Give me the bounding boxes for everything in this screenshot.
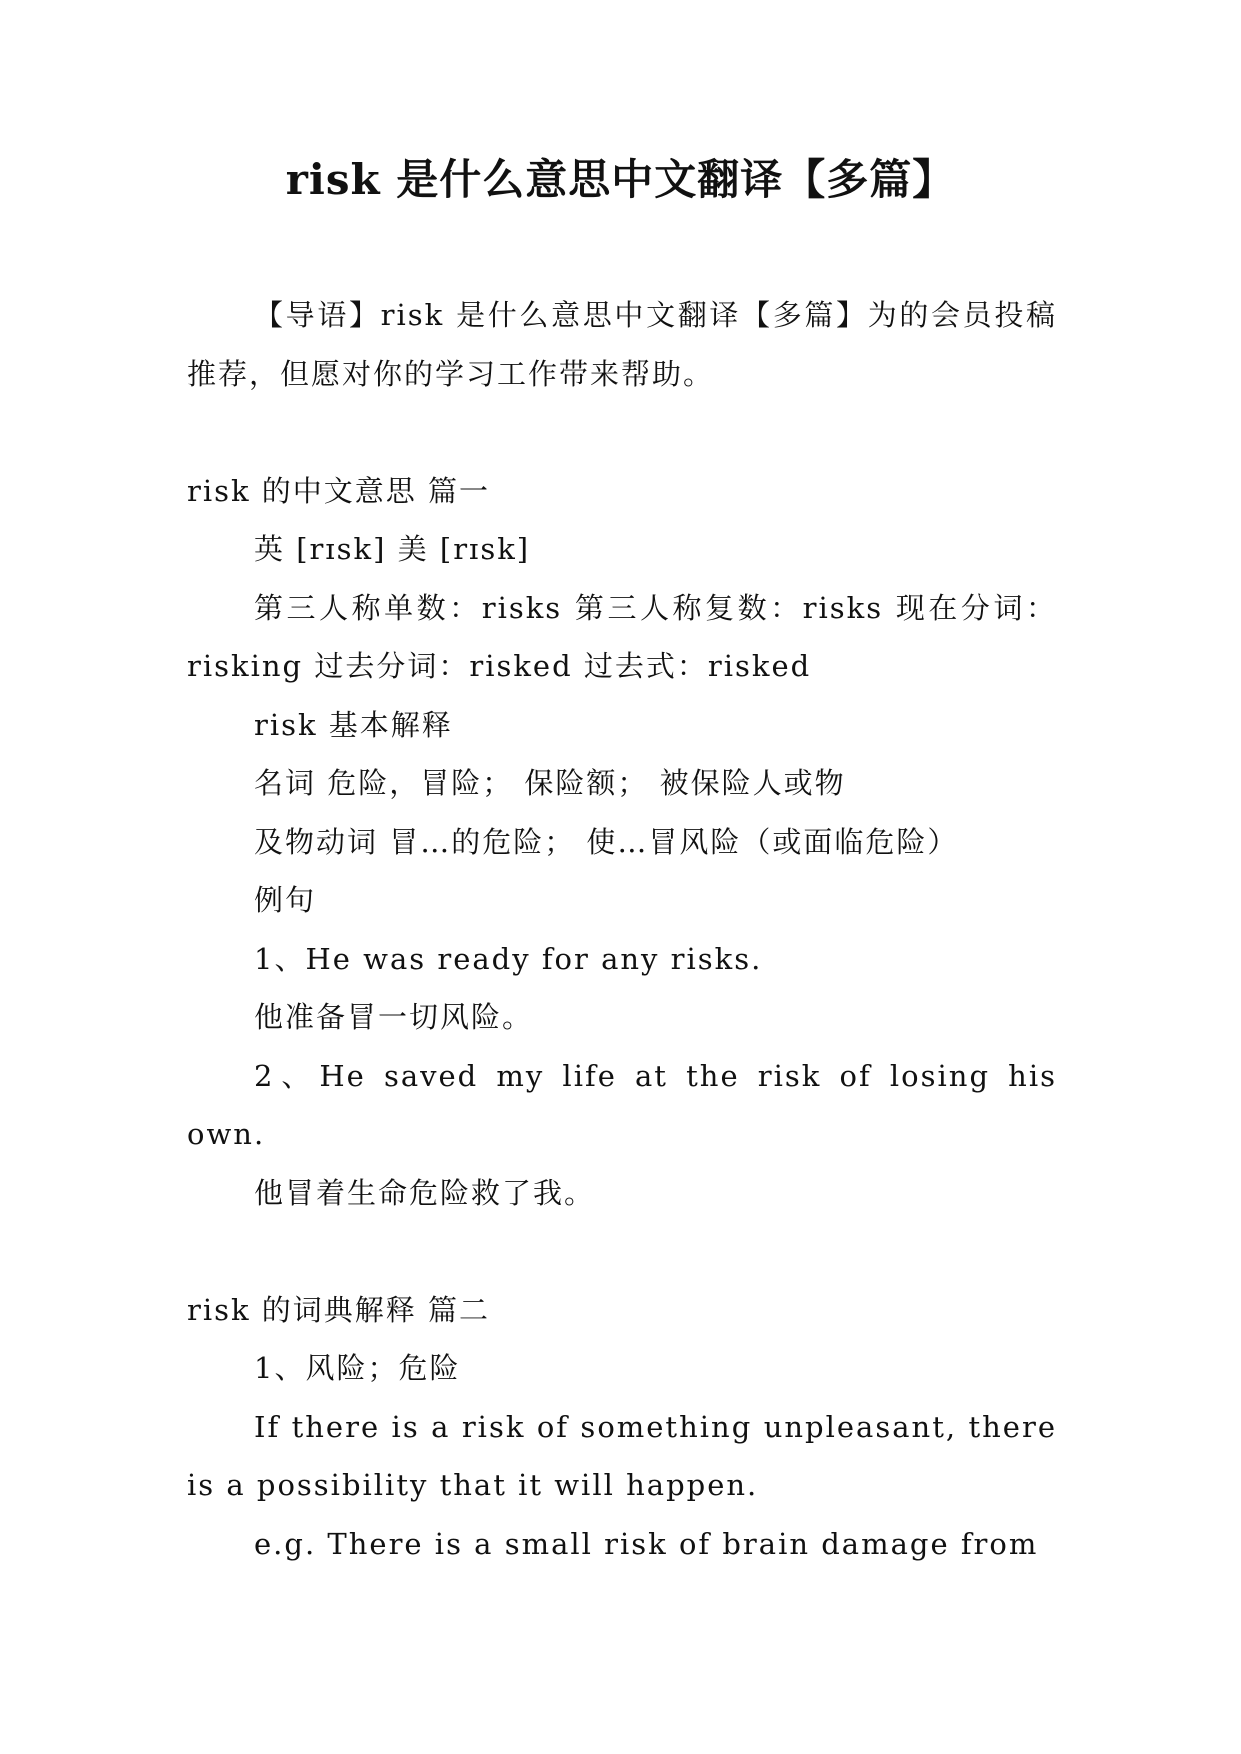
- verb-meaning-line: 及物动词 冒…的危险； 使…冒风险（或面临危险）: [254, 824, 959, 859]
- basic-meaning-label: risk 基本解释: [254, 707, 453, 742]
- document-body: [187, 286, 1069, 1573]
- noun-meaning-line: 名词 危险，冒险； 保险额； 被保险人或物: [254, 766, 846, 800]
- section-heading-2: risk 的词典解释 篇二: [187, 1292, 491, 1327]
- document-title: risk 是什么意思中文翻译【多篇】: [285, 155, 956, 204]
- example-2-english: 2、He saved my life at the risk of losing his own.: [187, 1058, 1069, 1151]
- example-1-english: 1、He was ready for any risks.: [254, 941, 763, 976]
- examples-label: 例句: [254, 883, 317, 917]
- section-heading-1: risk 的中文意思 篇一: [187, 473, 491, 508]
- example-2-chinese: 他冒着生命危险救了我。: [254, 1175, 596, 1210]
- pronunciation-line: 英 [rɪsk] 美 [rɪsk]: [254, 532, 531, 566]
- example-1-chinese: 他准备冒一切风险。: [254, 1000, 534, 1034]
- definition-1-english: If there is a risk of something unpleasant, there is a possibility that it will happen.: [187, 1409, 1069, 1502]
- definition-1-example: e.g. There is a small risk of brain damage from: [254, 1526, 1039, 1561]
- definition-1-label: 1、风险；危险: [254, 1351, 461, 1385]
- inflections-paragraph: 第三人称单数：risks 第三人称复数：risks 现在分词：risking 过去分词：risked 过去式：risked: [187, 590, 1057, 683]
- intro-paragraph: 【导语】risk 是什么意思中文翻译【多篇】为的会员投稿推荐，但愿对你的学习工作带来帮助。: [187, 298, 1057, 391]
